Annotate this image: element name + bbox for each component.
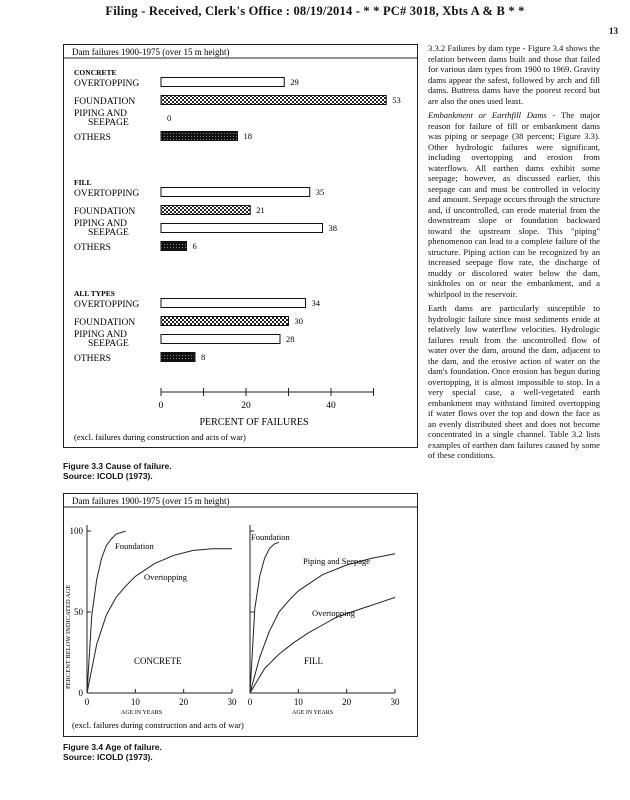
curve-label-piping-fill: Piping and Seepage	[303, 556, 371, 566]
bar-label-fill-piping-and-seepage: PIPING AND	[74, 219, 128, 229]
bar-label-line2-fill-piping-and-seepage: SEEPAGE	[88, 228, 129, 238]
x-tick-label-40: 40	[326, 401, 336, 411]
curve-fill-piping-and-seepage	[250, 554, 395, 693]
bar-label-concrete-overtopping: OVERTOPPING	[74, 79, 140, 89]
bar-value-concrete-piping-and-seepage: 0	[167, 113, 172, 123]
x-tick-label-concrete-30: 30	[227, 697, 237, 707]
curve-concrete-overtopping	[87, 549, 232, 693]
bar-value-concrete-others: 18	[243, 131, 252, 141]
bar-label-all-types-others: OTHERS	[74, 354, 111, 364]
bar-value-all-types-others: 8	[201, 352, 206, 362]
bar-concrete-others	[161, 132, 238, 141]
group-label-concrete: CONCRETE	[74, 68, 117, 77]
panel-label-concrete: CONCRETE	[134, 656, 182, 666]
x-tick-label-fill-0: 0	[247, 697, 253, 707]
bar-all-types-others	[161, 353, 195, 362]
fig1-box-title: Dam failures 1900-1975 (over 15 m height)	[72, 47, 230, 57]
curve-label-overtopping-fill: Overtopping	[312, 608, 355, 618]
bar-fill-piping-and-seepage	[161, 224, 323, 233]
bar-label-concrete-others: OTHERS	[74, 133, 111, 143]
bar-label-fill-overtopping: OVERTOPPING	[74, 189, 140, 199]
bar-concrete-foundation	[161, 96, 386, 105]
bar-value-concrete-foundation: 53	[392, 95, 401, 105]
age-of-failure-chart	[64, 494, 417, 736]
fig2-caption-source: Source: ICOLD (1973).	[63, 752, 153, 762]
fig2-caption-title: Figure 3.4 Age of failure.	[63, 742, 162, 752]
x-tick-label-fill-30: 30	[390, 697, 400, 707]
figure-cause-of-failure	[63, 44, 418, 448]
bar-label-all-types-foundation: FOUNDATION	[74, 318, 136, 328]
bar-label-line2-concrete-piping-and-seepage: SEEPAGE	[88, 118, 129, 128]
bar-label-all-types-overtopping: OVERTOPPING	[74, 300, 140, 310]
fig1-x-axis-label: PERCENT OF FAILURES	[199, 417, 309, 428]
x-tick-label-0: 0	[158, 401, 164, 411]
x-tick-label-concrete-20: 20	[179, 697, 189, 707]
bar-value-all-types-piping-and-seepage: 28	[286, 334, 295, 344]
panel-label-fill: FILL	[304, 656, 323, 666]
y-tick-label-0: 0	[78, 688, 83, 698]
curve-label-foundation-concrete: Foundation	[115, 541, 154, 551]
cause-of-failure-chart	[64, 45, 417, 447]
bar-value-all-types-foundation: 30	[294, 316, 303, 326]
bar-value-fill-overtopping: 35	[315, 187, 325, 197]
bar-fill-foundation	[161, 206, 250, 215]
body-text-column	[428, 43, 600, 465]
curve-concrete-foundation	[87, 531, 126, 693]
bar-value-fill-others: 6	[192, 241, 197, 251]
fig2-box-title: Dam failures 1900-1975 (over 15 m height)	[72, 496, 230, 506]
embankment-text: The major reason for failure of fill or embankment dams was piping or seepage (38 percent; Figure 3.3). Other hydrologic failures were significant, including overtopping and erosion from waterflows. All earthen dams exhibit some seepage; however, as discussed earlier, this seepage can and must be controlled in velocity and amount. Seepage occurs through the structure and, if uncontrolled, can erode material from the downstream slope or foundation backward toward the upstream slope. This "piping" phenomenon can lead to a complete failure of the structure. Piping action can be recognized by an increased seepage flow rate, the discharge of muddy or discolored water below the dam, sinkholes on or near the embankment, and a whirlpool in the reservoir.	[428, 110, 600, 299]
fig2-x-axis-label-right: AGE IN YEARS	[292, 710, 334, 716]
bar-label-concrete-foundation: FOUNDATION	[74, 97, 136, 107]
bar-concrete-overtopping	[161, 78, 284, 87]
group-label-fill: FILL	[74, 178, 92, 187]
bar-all-types-overtopping	[161, 299, 306, 308]
bar-value-concrete-overtopping: 29	[290, 77, 299, 87]
bar-label-line2-all-types-piping-and-seepage: SEEPAGE	[88, 339, 129, 349]
paragraph-failures-by-dam-type: 3.3.2 Failures by dam type - Figure 3.4 shows the relation between dams built and those that failed for various dam types from 1900 to 1969. Gravity dams appear the safest, followed by arch and fill dams. Buttress dams have the poorest record but are also the ones used least.	[428, 43, 600, 106]
filing-header: Filing - Received, Clerk's Office : 08/19/2014 - * * PC# 3018, Xbts A & B * *	[105, 4, 525, 18]
bar-fill-overtopping	[161, 188, 310, 197]
x-tick-label-fill-20: 20	[342, 697, 352, 707]
bar-label-fill-others: OTHERS	[74, 243, 111, 253]
paragraph-embankment-dams	[428, 110, 600, 299]
group-label-all-types: ALL TYPES	[74, 289, 115, 298]
bar-label-all-types-piping-and-seepage: PIPING AND	[74, 330, 128, 340]
fig1-note: (excl. failures during construction and acts of war)	[74, 432, 246, 442]
bar-label-fill-foundation: FOUNDATION	[74, 207, 136, 217]
y-tick-label-100: 100	[69, 526, 83, 536]
x-tick-label-20: 20	[241, 401, 251, 411]
paragraph-hydrologic-failure: Earth dams are particularly susceptible to hydrologic failure since most sediments erode at relatively low waterflow velocities. Hydrologic failures result from the uncontrolled flow of water over the dam, around the dam, adjacent to the dam, and the erosive action of water on the dam's foundation. Once erosion has begun during overtopping, it is almost impossible to stop. In a very special case, a well-vegetated earth embankment may withstand limited overtopping if water flows over the top and down the face as an evenly distributed sheet and does not become concentrated in a single channel. Table 3.2 lists examples of earthen dam failures caused by some of these conditions.	[428, 303, 600, 460]
x-tick-label-fill-10: 10	[293, 697, 303, 707]
fig1-caption-title: Figure 3.3 Cause of failure.	[63, 461, 172, 471]
x-tick-label-concrete-0: 0	[84, 697, 90, 707]
fig2-x-axis-label-left: AGE IN YEARS	[121, 710, 163, 716]
fig2-y-axis-label: PERCENT BELOW INDICATED AGE	[65, 584, 72, 689]
fig2-note: (excl. failures during construction and acts of war)	[72, 720, 244, 730]
bar-fill-others	[161, 242, 187, 251]
bar-value-fill-piping-and-seepage: 38	[328, 223, 337, 233]
bar-label-concrete-piping-and-seepage: PIPING AND	[74, 109, 128, 119]
bar-value-fill-foundation: 21	[256, 205, 265, 215]
embankment-heading: Embankment or Earthfill Dams -	[428, 110, 556, 120]
curve-fill-foundation	[250, 542, 279, 693]
curve-label-overtopping-concrete: Overtopping	[144, 572, 187, 582]
x-tick-label-concrete-10: 10	[130, 697, 140, 707]
page-number: 13	[609, 26, 618, 36]
fig1-caption-source: Source: ICOLD (1973).	[63, 471, 153, 481]
bar-value-all-types-overtopping: 34	[311, 298, 320, 308]
curve-label-foundation-fill: Foundation	[251, 532, 290, 542]
bar-all-types-piping-and-seepage	[161, 335, 280, 344]
figure-age-of-failure	[63, 493, 418, 737]
bar-all-types-foundation	[161, 317, 289, 326]
y-tick-label-50: 50	[74, 607, 83, 617]
